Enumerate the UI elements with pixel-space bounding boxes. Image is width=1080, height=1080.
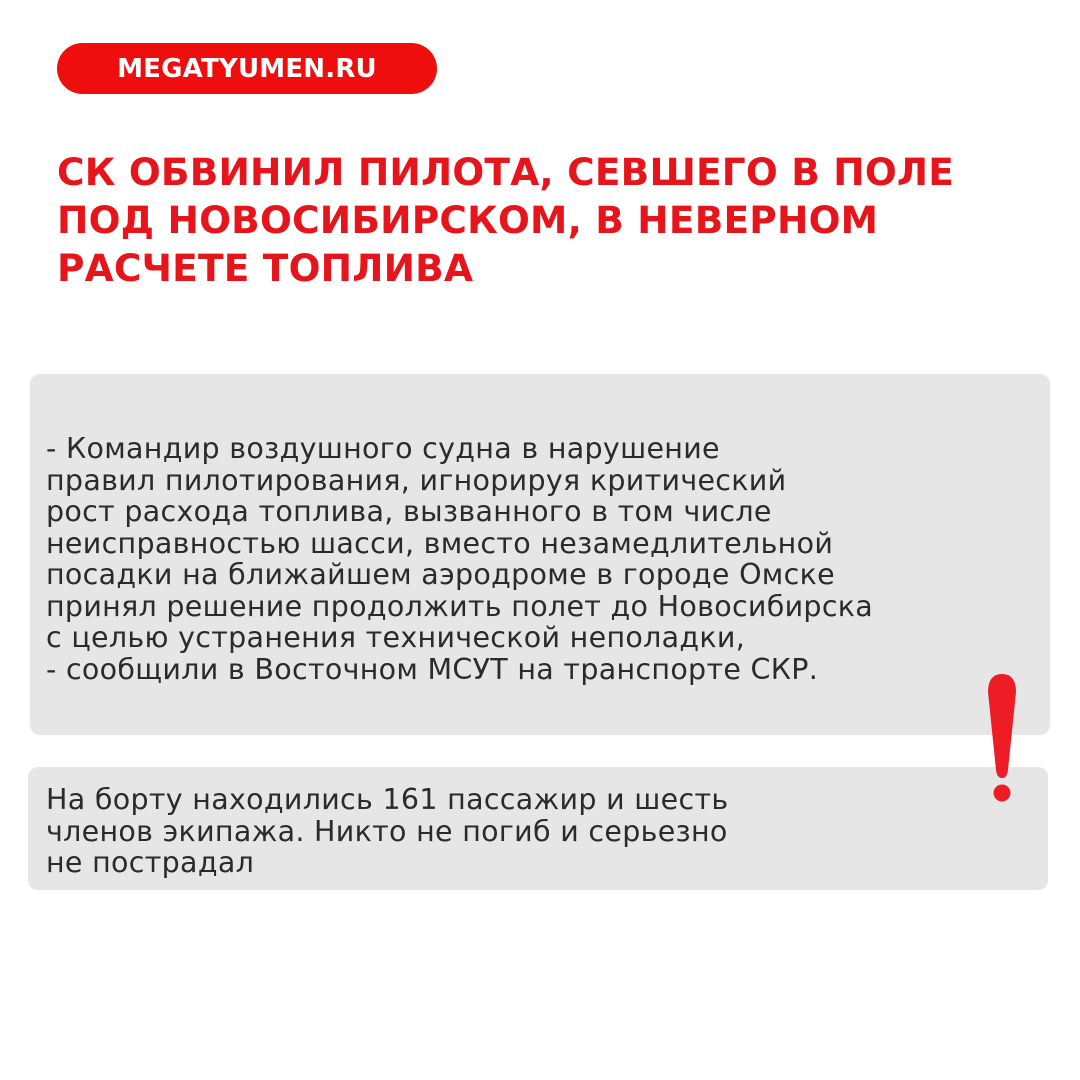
quote-line: - сообщили в Восточном МСУТ на транспорте СКР. (46, 652, 819, 686)
info-text (46, 784, 728, 879)
headline-line: РАСЧЕТЕ ТОПЛИВА (57, 246, 474, 290)
headline (57, 148, 1037, 292)
exclamation-icon (984, 670, 1020, 802)
quote-line: посадки на ближайшем аэродроме в городе Омске (46, 558, 835, 591)
quote-line: неисправностью шасси, вместо незамедлительной (46, 526, 834, 560)
quote-line: - Командир воздушного судна в нарушение (46, 432, 720, 465)
info-line: На борту находились 161 пассажир и шесть (46, 783, 729, 816)
quote-text (46, 433, 873, 685)
quote-line: рост расхода топлива, вызванного в том числе (46, 495, 772, 528)
headline-line: СК ОБВИНИЛ ПИЛОТА, СЕВШЕГО В ПОЛЕ (57, 150, 955, 194)
info-line: членов экипажа. Никто не погиб и серьезно (46, 814, 728, 848)
site-badge (57, 43, 437, 94)
info-line: не пострадал (46, 846, 255, 879)
quote-line: с целью устранения технической неполадки, (46, 621, 746, 654)
quote-line: принял решение продолжить полет до Новосибирска (46, 589, 874, 623)
headline-line: ПОД НОВОСИБИРСКОМ, В НЕВЕРНОМ (57, 198, 879, 242)
site-name: MEGATYUMEN.RU (117, 53, 377, 84)
quote-line: правил пилотирования, игнорируя критический (46, 463, 787, 497)
